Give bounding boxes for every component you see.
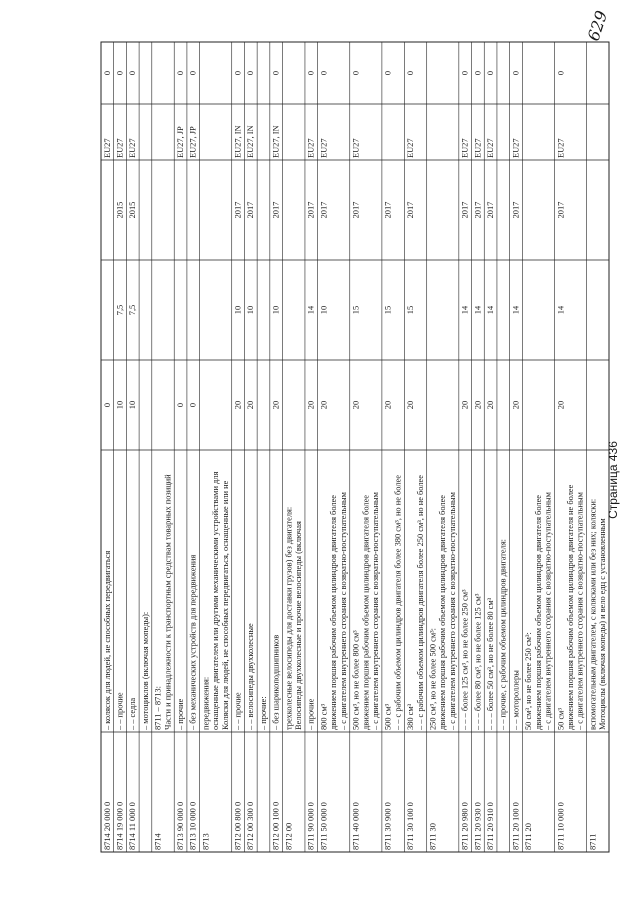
year: 2017 [271,201,281,219]
countries: EU27 [460,138,470,158]
countries: EU27 [102,138,112,158]
hs-code: 8711 30 900 0 [383,802,393,850]
rate-final: 14 [473,305,483,315]
quota: 0 [233,70,243,76]
countries: EU27 [306,138,316,158]
hs-code: 8711 [588,833,598,850]
quota: 0 [383,70,393,76]
rate-final: 10 [319,305,329,315]
rate-final: 15 [383,305,393,315]
description: движением поршня рабочим объемом цилиндров двигателя более [361,494,371,730]
hs-code: 8714 20 000 0 [102,801,112,850]
countries: EU27 [351,138,361,158]
rate-base: 20 [406,400,416,410]
quota: 0 [128,70,138,76]
year: 2017 [556,201,566,219]
description: – с двигателем внутреннего сгорания с возвратно-поступательным [447,492,457,730]
quota: 0 [306,70,316,76]
description: – – – более 125 см³, но не более 250 см³ [460,589,470,730]
quota: 0 [176,70,186,76]
rate-final: 14 [460,305,470,315]
hs-code: 8711 20 100 0 [511,802,521,850]
countries: EU27 [115,138,125,158]
year: 2017 [246,201,256,219]
hs-code: 8712 00 300 0 [246,801,256,850]
hs-code: 8711 20 930 0 [473,802,483,850]
rate-base: 10 [128,400,138,410]
table-row [141,612,150,731]
page-footer: Страница 436 [606,441,620,519]
description: – с двигателем внутреннего сгорания с возвратно-поступательным [543,492,553,730]
rate-final: 15 [351,305,361,315]
description: – – прочие [115,692,125,730]
rate-final: 7,5 [115,304,125,316]
hs-code: 8712 00 800 0 [233,801,243,850]
year: 2015 [128,201,138,219]
description: движением поршня рабочим объемом цилиндров двигателя более [533,494,543,730]
description: 50 см³ [556,708,566,730]
quota: 0 [319,70,329,76]
hs-code: 8711 20 910 0 [486,802,496,850]
description: – с двигателем внутреннего сгорания с возвратно-поступательным [370,492,380,730]
rate-final: 10 [246,305,256,315]
hs-code: 8711 90 000 0 [306,802,316,850]
description: – – – более 80 см³, но не более 125 см³ [473,593,483,730]
year: 2017 [319,201,329,219]
year: 2017 [473,201,483,219]
description: – колясок для людей, не способных передвигаться [102,550,112,730]
quota: 0 [511,70,521,76]
description: – с двигателем внутреннего сгорания с возвратно-поступательным [338,492,348,730]
quota: 0 [486,70,496,76]
description: – – прочие [233,692,243,730]
description: Мотоциклы (включая мопеды) и вело едц с установленным [598,518,608,730]
hs-code: 8711 40 000 0 [351,802,361,850]
countries: EU27 [406,138,416,158]
hs-code: 8712 00 [284,822,294,850]
year: 2017 [306,201,316,219]
countries: EU27, JP [188,126,198,158]
description: – – с рабочим объемом цилиндров двигателя более 380 см³, но не более [393,475,403,730]
description: – – велосипеды двухколесные [246,623,256,730]
rate-base: 20 [233,400,243,410]
description: Велосипеды двухколесные и прочие велосипеды (включая [294,521,304,730]
description: 380 см³ [406,703,416,730]
rate-final: 14 [556,305,566,315]
year: 2017 [233,201,243,219]
countries: EU27 [319,138,329,158]
description: 500 см³ [383,703,393,730]
rate-final: 7,5 [128,304,138,316]
description: трехколесные велосипеды для доставки грузов) без двигателя: [284,506,294,730]
hs-code: 8711 30 100 0 [406,802,416,850]
hs-code: 8711 50 000 0 [319,802,329,850]
rate-base: 20 [306,400,316,410]
rate-base: 0 [188,402,198,408]
description: вспомогательным двигателем, с колясками или без них; коляски: [588,498,598,730]
countries: EU27 [486,138,496,158]
rate-base: 20 [246,400,256,410]
quota: 0 [351,70,361,76]
description: движением поршня рабочим объемом цилиндров двигателя более [438,494,448,730]
hs-code: 8714 19 000 0 [115,801,125,850]
year: 2017 [511,201,521,219]
rate-final: 10 [233,305,243,315]
year: 2015 [115,201,125,219]
description: – с двигателем внутреннего сгорания с возвратно-поступательным [575,492,585,730]
description: – мотоциклов (включая мопеды): [140,611,150,730]
hs-code: 8713 [201,833,211,850]
description: 50 см³, но не более 250 см³: [524,632,534,730]
rate-final: 14 [511,305,521,315]
description: – прочие: [258,696,268,730]
description: – прочие [306,698,316,730]
description: 8711 – 8713: [153,686,163,730]
description: – – седла [128,697,138,730]
description: движением поршня рабочим объемом цилиндров двигателя не более [565,484,575,730]
countries: EU27 [511,138,521,158]
year: 2017 [383,201,393,219]
hs-code: 8714 [153,833,163,850]
rate-base: 20 [511,400,521,410]
table-row [499,539,508,731]
description: – без шарикоподшипников [271,634,281,730]
quota: 0 [460,70,470,76]
rate-final: 14 [306,305,316,315]
hs-code: 8711 10 000 0 [556,802,566,850]
description: движением поршня рабочим объемом цилиндров двигателя более [329,494,339,730]
quota: 0 [556,70,566,76]
handwritten-page-number: 629 [583,8,612,44]
rate-final: 14 [486,305,496,315]
description: – – прочие, с рабочим объемом цилиндров двигателя: [498,538,508,730]
quota: 0 [102,70,112,76]
rate-base: 20 [351,400,361,410]
countries: EU27 [128,138,138,158]
year: 2017 [486,201,496,219]
description: – – – более 50 см³, но не более 80 см³ [486,597,496,730]
rate-base: 0 [102,402,112,408]
rate-base: 0 [176,402,186,408]
rate-base: 20 [556,400,566,410]
rate-base: 20 [473,400,483,410]
rate-base: 20 [271,400,281,410]
description: Коляски для людей, не способных передвигаться, оснащенные или не [220,480,230,730]
description: – – мотороллеры [511,670,521,730]
hs-code: 8714 11 000 0 [128,802,138,850]
countries: EU27, IN [233,125,243,158]
countries: EU27 [556,138,566,158]
description: оснащенные двигателем или другими механическими устройствами для [211,471,221,730]
rate-base: 20 [486,400,496,410]
hs-code: 8713 10 000 0 [188,801,198,850]
quota: 0 [246,70,256,76]
quota: 0 [188,70,198,76]
rate-final: 15 [406,305,416,315]
rate-base: 10 [115,400,125,410]
hs-code: 8711 20 980 0 [460,802,470,850]
quota: 0 [406,70,416,76]
description: 250 см³, но не более 500 см³: [428,628,438,730]
rate-base: 20 [319,400,329,410]
countries: EU27, IN [271,125,281,158]
quota: 0 [271,70,281,76]
table-row [259,696,268,731]
countries: EU27, JP [176,126,186,158]
rate-base: 20 [460,400,470,410]
countries: EU27, IN [246,125,256,158]
rate-base: 20 [383,400,393,410]
description: Части и принадлежности к транспортным средствам товарных позиций [163,474,173,730]
hs-code: 8711 30 [428,823,438,850]
year: 2017 [351,201,361,219]
description: – прочие [176,698,186,730]
hs-code: 8713 90 000 0 [176,801,186,850]
hs-code: 8712 00 100 0 [271,801,281,850]
quota: 0 [473,70,483,76]
description: 800 см³ [319,703,329,730]
countries: EU27 [473,138,483,158]
year: 2017 [406,201,416,219]
hs-code: 8711 20 [524,823,534,850]
description: – без механических устройств для передвижения [188,554,198,730]
description: – – с рабочим объемом цилиндров двигателя более 250 см³, но не более [415,475,425,730]
quota: 0 [115,70,125,76]
year: 2017 [460,201,470,219]
description: 500 см³, но не более 800 см³ [351,630,361,730]
rate-final: 10 [271,305,281,315]
description: передвижения: [201,676,211,730]
